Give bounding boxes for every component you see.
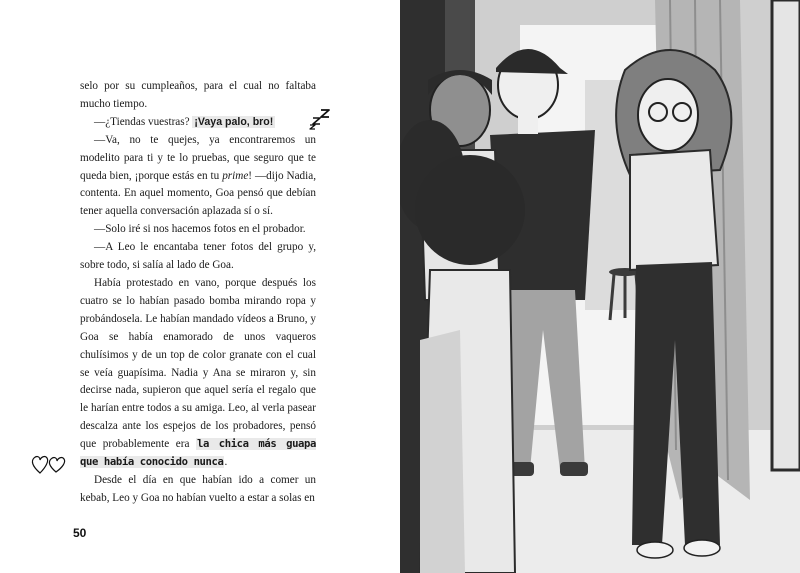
- text-segment: ! —dijo Nadia, contenta. En aquel momento, Goa pensó que debían tener aquella conversación aplazada sí o sí.: [80, 169, 316, 218]
- highlighted-phrase: ¡Vaya palo, bro!: [194, 115, 274, 128]
- paragraph: [80, 472, 316, 508]
- right-mirror: [772, 0, 800, 470]
- paragraph: [80, 132, 316, 222]
- text-segment: —Solo iré si nos hacemos fotos en el probador.: [94, 223, 306, 236]
- paragraph: [80, 275, 316, 472]
- friends-in-fitting-room-illustration: [400, 0, 800, 573]
- book-text: [80, 78, 316, 508]
- highlighted-phrase: la chica más guapa que había conocido nunca: [80, 438, 316, 469]
- text-segment: —Va, no te quejes, ya encontraremos un modelito para ti y te lo pruebas, que seguro que te queda bien, ¡porque estás en tu: [80, 133, 316, 182]
- hearts-icon: [30, 452, 70, 476]
- italic-text: prime: [222, 169, 249, 182]
- text-segment: .: [224, 456, 228, 469]
- text-segment: selo por su cumpleaños, para el cual no faltaba mucho tiempo.: [80, 80, 316, 110]
- text-segment: Desde el día en que habían ido a comer un kebab, Leo y Goa no habían vuelto a estar a solas en: [80, 473, 316, 504]
- page-number: 50: [73, 526, 87, 540]
- paragraph: [80, 221, 316, 239]
- paragraph: [80, 78, 316, 114]
- illustration: [400, 0, 800, 573]
- text-segment: Había protestado en vano, porque después los cuatro se lo habían pasado bomba mirando ropa y probándosela. Le habían mandado vídeos a Bruno, y Goa se había enamorado de unos vaqueros chulísimos y de un top de color granate con el cual se veía guapísima. Nadia y Ana se miraron y, sin decirse nada, supieron que aquel sería el regalo que le harían entre todos a su amiga. Leo, al verla pasear descalza ante los espejos de los probadores, pensó que probablemente era: [80, 276, 316, 451]
- text-segment: —¿Tiendas vuestras?: [94, 115, 193, 128]
- paragraph: [80, 239, 316, 275]
- paragraph: [80, 114, 316, 132]
- girl-in-foreground: [415, 155, 525, 573]
- text-segment: —A Leo le encantaba tener fotos del grupo y, sobre todo, si salía al lado de Goa.: [80, 241, 316, 272]
- zzz-icon: [309, 108, 335, 130]
